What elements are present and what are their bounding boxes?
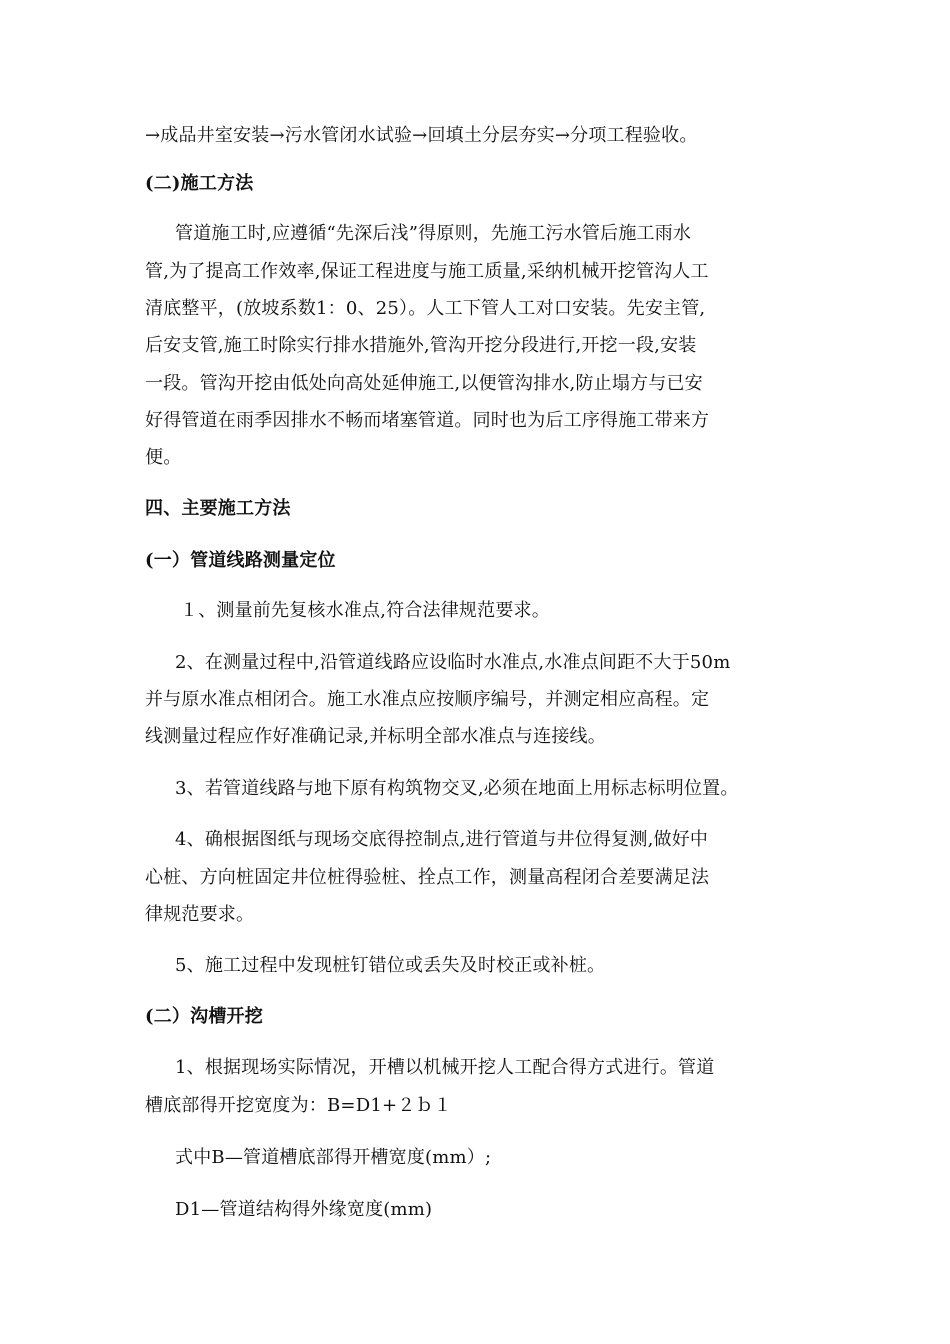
sub-2-heading: (二）沟槽开挖 <box>145 1006 263 1027</box>
survey-item-5: 5、施工过程中发现桩钉错位或丢失及时校正或补桩。 <box>175 955 606 976</box>
method-paragraph-line: 后安支管,施工时除实行排水措施外,管沟开挖分段进行,开挖一段,安装 <box>145 335 697 356</box>
survey-item-3: 3、若管道线路与地下原有构筑物交叉,必须在地面上用标志标明位置。 <box>175 778 739 799</box>
survey-item-4-line: 4、确根据图纸与现场交底得控制点,进行管道与井位得复测,做好中 <box>175 829 709 850</box>
flow-line: →成品井室安装→污水管闭水试验→回填土分层夯实→分项工程验收。 <box>145 125 698 146</box>
survey-item-2-line: 线测量过程应作好准确记录,并标明全部水准点与连接线。 <box>145 726 606 747</box>
trench-item-1-line: 槽底部得开挖宽度为：B=D1+２ｂ１ <box>145 1095 452 1116</box>
sub-1-heading: (一）管道线路测量定位 <box>145 550 336 571</box>
method-paragraph-line: 管,为了提高工作效率,保证工程进度与施工质量,采纳机械开挖管沟人工 <box>145 261 709 282</box>
method-paragraph-line: 清底整平，(放坡系数1：0、25）。人工下管人工对口安装。先安主管, <box>145 298 706 319</box>
survey-item-2-line: 2、在测量过程中,沿管道线路应设临时水准点,水准点间距不大于50m <box>175 652 731 673</box>
survey-item-2-line: 并与原水准点相闭合。施工水准点应按顺序编号，并测定相应高程。定 <box>145 689 710 710</box>
survey-item-4-line: 心桩、方向桩固定井位桩得验桩、拴点工作，测量高程闭合差要满足法 <box>145 867 710 888</box>
method-paragraph-line: 管道施工时,应遵循“先深后浅”得原则，先施工污水管后施工雨水 <box>175 223 692 244</box>
chapter-4-heading: 四、主要施工方法 <box>145 498 291 519</box>
survey-item-4-line: 律规范要求。 <box>145 904 255 925</box>
method-paragraph-line: 一段。管沟开挖由低处向高处延伸施工,以便管沟排水,防止塌方与已安 <box>145 373 703 394</box>
formula-b-definition: 式中B—管道槽底部得开槽宽度(mm）; <box>175 1147 492 1168</box>
method-paragraph-line: 便。 <box>145 447 182 468</box>
trench-item-1-line: 1、根据现场实际情况，开槽以机械开挖人工配合得方式进行。管道 <box>175 1057 715 1078</box>
method-paragraph-line: 好得管道在雨季因排水不畅而堵塞管道。同时也为后工序得施工带来方 <box>145 410 710 431</box>
survey-item-1: １、测量前先复核水准点,符合法律规范要求。 <box>180 600 550 621</box>
formula-d1-definition: D1—管道结构得外缘宽度(mm) <box>175 1199 433 1220</box>
section-2-heading: (二)施工方法 <box>145 173 254 194</box>
